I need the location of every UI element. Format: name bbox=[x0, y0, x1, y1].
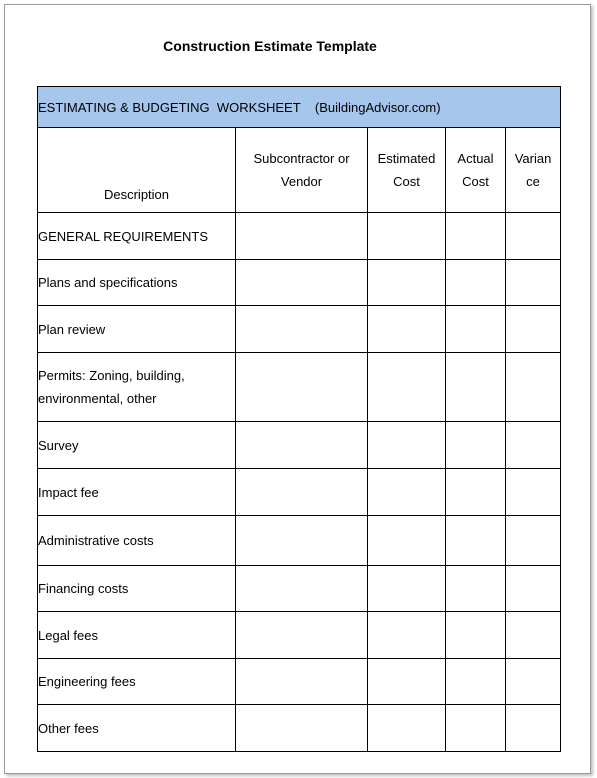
column-header-variance: Variance bbox=[506, 128, 561, 213]
column-header-description: Description bbox=[38, 128, 236, 213]
row-label: Administrative costs bbox=[38, 516, 236, 566]
row-label: Permits: Zoning, building, environmental, other bbox=[38, 353, 236, 422]
actual-cost-cell bbox=[446, 260, 506, 306]
table-row bbox=[38, 260, 561, 306]
subcontractor-cell bbox=[236, 705, 368, 752]
variance-cell bbox=[506, 306, 561, 353]
subcontractor-cell bbox=[236, 659, 368, 705]
subcontractor-cell bbox=[236, 566, 368, 612]
column-header-actual-cost: Actual Cost bbox=[446, 128, 506, 213]
subcontractor-cell bbox=[236, 469, 368, 516]
actual-cost-cell bbox=[446, 306, 506, 353]
row-label: Impact fee bbox=[38, 469, 236, 516]
row-label: Engineering fees bbox=[38, 659, 236, 705]
document-title: Construction Estimate Template bbox=[163, 38, 377, 54]
worksheet-banner-row bbox=[38, 87, 561, 128]
estimated-cost-cell bbox=[368, 705, 446, 752]
subcontractor-cell bbox=[236, 612, 368, 659]
actual-cost-cell bbox=[446, 469, 506, 516]
table-row bbox=[38, 306, 561, 353]
column-header-row bbox=[38, 128, 561, 213]
variance-cell bbox=[506, 213, 561, 260]
estimated-cost-cell bbox=[368, 516, 446, 566]
row-label: Other fees bbox=[38, 705, 236, 752]
estimated-cost-cell bbox=[368, 306, 446, 353]
table-row bbox=[38, 469, 561, 516]
variance-cell bbox=[506, 659, 561, 705]
variance-cell bbox=[506, 260, 561, 306]
worksheet-table bbox=[37, 86, 561, 752]
variance-cell bbox=[506, 469, 561, 516]
variance-cell bbox=[506, 566, 561, 612]
actual-cost-cell bbox=[446, 516, 506, 566]
actual-cost-cell bbox=[446, 213, 506, 260]
subcontractor-cell bbox=[236, 306, 368, 353]
estimated-cost-cell bbox=[368, 213, 446, 260]
actual-cost-cell bbox=[446, 566, 506, 612]
variance-cell bbox=[506, 516, 561, 566]
subcontractor-cell bbox=[236, 213, 368, 260]
table-row bbox=[38, 353, 561, 422]
estimated-cost-cell bbox=[368, 353, 446, 422]
row-label: Legal fees bbox=[38, 612, 236, 659]
variance-cell bbox=[506, 353, 561, 422]
table-row bbox=[38, 422, 561, 469]
table-row bbox=[38, 516, 561, 566]
actual-cost-cell bbox=[446, 705, 506, 752]
subcontractor-cell bbox=[236, 353, 368, 422]
estimated-cost-cell bbox=[368, 612, 446, 659]
actual-cost-cell bbox=[446, 659, 506, 705]
subcontractor-cell bbox=[236, 260, 368, 306]
estimated-cost-cell bbox=[368, 422, 446, 469]
row-label: Plans and specifications bbox=[38, 260, 236, 306]
worksheet-banner: ESTIMATING & BUDGETING WORKSHEET (BuildingAdvisor.com) bbox=[38, 87, 561, 128]
table-row bbox=[38, 213, 561, 260]
subcontractor-cell bbox=[236, 422, 368, 469]
table-row bbox=[38, 612, 561, 659]
table-row bbox=[38, 659, 561, 705]
variance-cell bbox=[506, 612, 561, 659]
subcontractor-cell bbox=[236, 516, 368, 566]
variance-cell bbox=[506, 422, 561, 469]
row-label: Financing costs bbox=[38, 566, 236, 612]
table-row bbox=[38, 705, 561, 752]
column-header-estimated-cost: Estimated Cost bbox=[368, 128, 446, 213]
estimated-cost-cell bbox=[368, 469, 446, 516]
row-label: Survey bbox=[38, 422, 236, 469]
variance-cell bbox=[506, 705, 561, 752]
row-label: Plan review bbox=[38, 306, 236, 353]
table-row bbox=[38, 566, 561, 612]
actual-cost-cell bbox=[446, 353, 506, 422]
actual-cost-cell bbox=[446, 612, 506, 659]
row-label: GENERAL REQUIREMENTS bbox=[38, 213, 236, 260]
estimated-cost-cell bbox=[368, 260, 446, 306]
estimated-cost-cell bbox=[368, 566, 446, 612]
column-header-subcontractor: Subcontractor or Vendor bbox=[236, 128, 368, 213]
actual-cost-cell bbox=[446, 422, 506, 469]
estimated-cost-cell bbox=[368, 659, 446, 705]
